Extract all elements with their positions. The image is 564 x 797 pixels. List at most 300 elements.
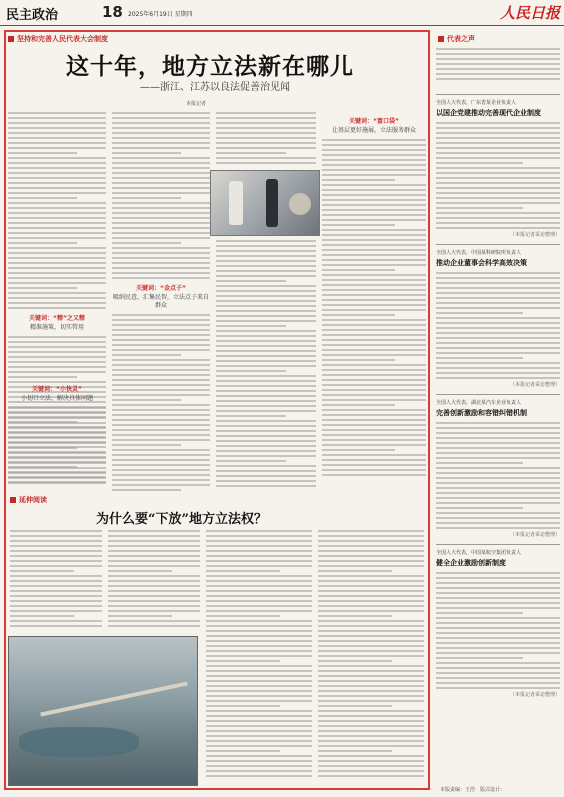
- text-line: [436, 647, 560, 649]
- text-line: [436, 217, 560, 219]
- text-line: [112, 319, 210, 321]
- text-line: [8, 237, 106, 239]
- text-line: [112, 247, 210, 249]
- text-line: [8, 447, 77, 449]
- text-line: [8, 467, 106, 469]
- secondary-topic-label: 延伸阅读: [10, 495, 47, 505]
- text-line: [436, 622, 560, 624]
- text-line: [216, 360, 316, 362]
- text-line: [322, 349, 426, 351]
- text-line: [436, 607, 560, 609]
- text-line: [112, 262, 210, 264]
- text-line: [8, 257, 106, 259]
- text-line: [112, 197, 181, 199]
- text-line: [206, 625, 312, 627]
- text-line: [206, 730, 312, 732]
- text-line: [112, 172, 210, 174]
- text-line: [8, 202, 106, 204]
- text-line: [322, 244, 426, 246]
- text-line: [322, 454, 426, 456]
- text-line: [112, 272, 210, 274]
- text-line: [112, 384, 210, 386]
- text-line: [436, 642, 560, 644]
- text-line: [10, 590, 102, 592]
- text-line: [112, 364, 210, 366]
- text-line: [322, 304, 426, 306]
- text-line: [436, 48, 560, 50]
- text-line: [8, 187, 106, 189]
- text-line: [322, 189, 426, 191]
- text-line: [318, 655, 424, 657]
- text-line: [436, 627, 560, 629]
- text-line: [318, 630, 424, 632]
- text-line: [318, 765, 424, 767]
- text-line: [206, 565, 312, 567]
- text-line: [322, 284, 426, 286]
- text-line: [322, 289, 426, 291]
- text-line: [436, 422, 560, 424]
- text-line: [8, 412, 106, 414]
- text-line: [216, 147, 316, 149]
- text-line: [112, 137, 210, 139]
- text-line: [206, 635, 312, 637]
- text-line: [216, 152, 286, 154]
- main-topic-label: 坚持和完善人民代表大会制度: [8, 34, 108, 44]
- text-line: [436, 312, 523, 314]
- text-line: [436, 277, 560, 279]
- text-line: [206, 530, 312, 532]
- text-line: [8, 212, 106, 214]
- text-line: [436, 177, 560, 179]
- text-line: [216, 320, 316, 322]
- text-line: [322, 319, 426, 321]
- legislative-meeting-photo: [210, 170, 320, 236]
- text-line: [322, 344, 426, 346]
- sidebar-item-2: 全国人大代表，中国某科研院所负责人 推动企业董事会科学高效决策 （本报记者采访整理）: [436, 250, 560, 388]
- text-line: [112, 439, 210, 441]
- topic-square-icon: [8, 36, 14, 42]
- text-line: [216, 390, 316, 392]
- text-line: [322, 174, 426, 176]
- text-line: [8, 407, 106, 409]
- text-line: [318, 545, 424, 547]
- text-line: [206, 605, 312, 607]
- text-line: [322, 234, 426, 236]
- text-line: [322, 224, 395, 226]
- text-line: [112, 334, 210, 336]
- text-line: [216, 410, 316, 412]
- text-line: [206, 600, 312, 602]
- text-line: [322, 264, 426, 266]
- text-line: [436, 497, 560, 499]
- text-line: [318, 610, 424, 612]
- text-line: [8, 137, 106, 139]
- text-line: [206, 775, 312, 777]
- text-line: [108, 560, 200, 562]
- sidebar-title: 代表之声: [438, 34, 560, 44]
- text-line: [206, 770, 312, 772]
- text-line: [112, 354, 181, 356]
- secondary-column-3: [206, 530, 312, 784]
- text-line: [206, 630, 312, 632]
- article-column-2: [112, 112, 210, 492]
- text-line: [436, 637, 560, 639]
- text-line: [322, 179, 395, 181]
- text-line: [322, 199, 426, 201]
- text-line: [108, 590, 200, 592]
- text-line: [108, 625, 200, 627]
- text-line: [10, 530, 102, 532]
- text-line: [112, 147, 210, 149]
- text-line: [322, 339, 426, 341]
- text-line: [436, 512, 560, 514]
- text-line: [112, 369, 210, 371]
- text-line: [10, 610, 102, 612]
- text-line: [436, 377, 560, 379]
- text-line: [322, 269, 395, 271]
- text-line: [112, 404, 210, 406]
- text-line: [112, 267, 210, 269]
- text-line: [216, 290, 316, 292]
- text-line: [436, 327, 560, 329]
- text-line: [112, 202, 210, 204]
- text-line: [322, 279, 426, 281]
- article-column-4: [322, 112, 426, 492]
- text-line: [436, 687, 560, 689]
- text-line: [436, 342, 560, 344]
- text-line: [436, 527, 560, 529]
- text-line: [216, 370, 286, 372]
- text-line: [206, 540, 312, 542]
- text-line: [112, 349, 210, 351]
- text-line: [8, 351, 106, 353]
- text-line: [436, 53, 560, 55]
- sidebar-item-4: 全国人大代表，中国某航空集团负责人 健全企业激励创新制度 （本报记者采访整理）: [436, 550, 560, 698]
- text-line: [436, 447, 560, 449]
- text-line: [8, 177, 106, 179]
- text-line: [8, 267, 106, 269]
- text-line: [8, 142, 106, 144]
- sidebar-item-1: 全国人大代表，广东省某企业负责人 以国企党建推动完善现代企业制度 （本报记者采访整理）: [436, 100, 560, 238]
- text-line: [206, 610, 312, 612]
- text-line: [8, 247, 106, 249]
- text-line: [318, 565, 424, 567]
- box-heading-1: 关键词：“精”之又精: [29, 315, 85, 322]
- text-line: [206, 700, 312, 702]
- text-line: [216, 420, 316, 422]
- text-line: [216, 430, 316, 432]
- text-line: [206, 550, 312, 552]
- text-line: [8, 477, 106, 479]
- text-line: [436, 572, 560, 574]
- text-line: [112, 222, 210, 224]
- text-line: [206, 660, 280, 662]
- text-line: [322, 309, 426, 311]
- text-line: [216, 275, 316, 277]
- text-line: [8, 182, 106, 184]
- text-line: [322, 434, 426, 436]
- text-line: [112, 177, 210, 179]
- text-line: [8, 437, 106, 439]
- text-line: [322, 164, 426, 166]
- article-column-3-bottom: [216, 240, 316, 492]
- text-line: [112, 419, 210, 421]
- text-line: [322, 379, 426, 381]
- text-line: [436, 367, 560, 369]
- text-line: [318, 760, 424, 762]
- text-line: [436, 347, 560, 349]
- text-line: [436, 472, 560, 474]
- text-line: [10, 535, 102, 537]
- text-line: [436, 207, 523, 209]
- text-line: [318, 670, 424, 672]
- text-line: [216, 365, 316, 367]
- text-line: [112, 409, 210, 411]
- text-line: [206, 695, 312, 697]
- text-line: [436, 517, 560, 519]
- text-line: [322, 314, 395, 316]
- text-line: [322, 329, 426, 331]
- text-line: [318, 710, 424, 712]
- text-line: [436, 462, 523, 464]
- text-line: [206, 655, 312, 657]
- sidebar-item-3: 全国人大代表，湖北某汽车企业负责人 完善创新激励和容错纠错机制 （本报记者采访整理）: [436, 400, 560, 538]
- text-line: [112, 329, 210, 331]
- text-line: [436, 617, 560, 619]
- text-line: [436, 282, 560, 284]
- text-line: [8, 117, 106, 119]
- issue-date: 2025年6月19日 星期四: [128, 11, 193, 18]
- text-line: [318, 635, 424, 637]
- text-line: [322, 419, 426, 421]
- text-line: [436, 337, 560, 339]
- text-line: [216, 330, 316, 332]
- text-line: [108, 610, 200, 612]
- text-line: [318, 690, 424, 692]
- text-line: [216, 112, 316, 114]
- text-line: [10, 615, 74, 617]
- text-line: [206, 725, 312, 727]
- article-column-1-lower: [8, 380, 106, 490]
- text-line: [216, 142, 316, 144]
- text-line: [436, 197, 560, 199]
- text-line: [436, 222, 560, 224]
- text-line: [112, 167, 210, 169]
- text-line: [318, 650, 424, 652]
- text-line: [318, 675, 424, 677]
- text-line: [436, 142, 560, 144]
- text-line: [322, 464, 426, 466]
- text-line: [318, 645, 424, 647]
- text-line: [436, 317, 560, 319]
- text-line: [112, 152, 181, 154]
- text-line: [108, 620, 200, 622]
- text-line: [216, 345, 316, 347]
- text-line: [112, 117, 210, 119]
- text-line: [436, 307, 560, 309]
- text-line: [112, 227, 210, 229]
- text-line: [436, 592, 560, 594]
- text-line: [206, 645, 312, 647]
- text-line: [10, 625, 102, 627]
- main-headline: 这十年，地方立法新在哪儿: [66, 53, 354, 80]
- text-line: [436, 507, 523, 509]
- text-line: [216, 340, 316, 342]
- text-line: [436, 162, 523, 164]
- text-line: [322, 424, 426, 426]
- text-line: [318, 625, 424, 627]
- text-line: [318, 725, 424, 727]
- text-line: [436, 302, 560, 304]
- text-line: [112, 444, 181, 446]
- text-line: [8, 356, 106, 358]
- text-line: [112, 217, 210, 219]
- text-line: [322, 274, 426, 276]
- text-line: [436, 58, 560, 60]
- text-line: [318, 665, 424, 667]
- text-line: [216, 400, 316, 402]
- text-line: [318, 535, 424, 537]
- text-line: [318, 600, 424, 602]
- text-line: [8, 207, 106, 209]
- text-line: [206, 665, 312, 667]
- text-line: [436, 212, 560, 214]
- text-line: [206, 710, 312, 712]
- text-line: [322, 469, 426, 471]
- text-line: [108, 600, 200, 602]
- text-line: [436, 292, 560, 294]
- page-header: [0, 0, 564, 26]
- text-line: [216, 435, 316, 437]
- text-line: [10, 550, 102, 552]
- text-line: [8, 122, 106, 124]
- text-line: [436, 582, 560, 584]
- text-line: [8, 127, 106, 129]
- text-line: [322, 169, 426, 171]
- box-subheading-2: 吸纳民意，汇集民智，立法点子来自群众: [112, 294, 209, 309]
- text-line: [112, 414, 210, 416]
- text-line: [322, 374, 426, 376]
- text-line: [108, 530, 200, 532]
- text-line: [436, 437, 560, 439]
- text-line: [206, 740, 312, 742]
- text-line: [206, 750, 280, 752]
- text-line: [112, 464, 210, 466]
- box-heading-4: 关键词：“小快灵”: [32, 386, 82, 393]
- text-line: [206, 595, 312, 597]
- text-line: [436, 682, 560, 684]
- text-line: [322, 249, 426, 251]
- text-line: [436, 182, 560, 184]
- text-line: [318, 580, 424, 582]
- text-line: [436, 332, 560, 334]
- article-column-3-top: [216, 112, 316, 168]
- text-line: [10, 580, 102, 582]
- text-line: [206, 735, 312, 737]
- text-line: [322, 364, 426, 366]
- text-line: [322, 384, 426, 386]
- text-line: [436, 677, 560, 679]
- text-line: [10, 585, 102, 587]
- text-line: [216, 260, 316, 262]
- text-line: [318, 730, 424, 732]
- text-line: [8, 172, 106, 174]
- text-line: [108, 595, 200, 597]
- text-line: [322, 409, 426, 411]
- text-line: [8, 167, 106, 169]
- text-line: [318, 640, 424, 642]
- text-line: [112, 182, 210, 184]
- secondary-headline: 为什么要“下放”地方立法权？: [96, 512, 267, 527]
- text-line: [436, 73, 560, 75]
- text-line: [8, 442, 106, 444]
- text-line: [108, 575, 200, 577]
- text-line: [436, 667, 560, 669]
- text-line: [318, 540, 424, 542]
- text-line: [108, 615, 172, 617]
- text-line: [322, 394, 426, 396]
- text-line: [318, 575, 424, 577]
- text-line: [112, 449, 210, 451]
- text-line: [206, 685, 312, 687]
- text-line: [112, 484, 210, 486]
- text-line: [112, 459, 210, 461]
- text-line: [322, 254, 426, 256]
- text-line: [206, 670, 312, 672]
- text-line: [112, 434, 210, 436]
- text-line: [322, 354, 426, 356]
- text-line: [216, 132, 316, 134]
- text-line: [318, 705, 392, 707]
- text-line: [8, 307, 106, 309]
- text-line: [436, 522, 560, 524]
- text-line: [322, 369, 426, 371]
- text-line: [216, 285, 316, 287]
- text-line: [318, 680, 424, 682]
- text-line: [8, 132, 106, 134]
- text-line: [318, 570, 392, 572]
- text-line: [436, 652, 560, 654]
- text-line: [8, 462, 106, 464]
- text-line: [322, 184, 426, 186]
- text-line: [112, 122, 210, 124]
- sidebar-item-title: 推动企业董事会科学高效决策: [436, 259, 527, 267]
- secondary-column-1: [10, 530, 102, 630]
- text-line: [436, 122, 560, 124]
- text-line: [216, 445, 316, 447]
- text-line: [216, 295, 316, 297]
- text-line: [322, 389, 426, 391]
- box-subheading-3: 让基层更好施展，立法服务群众: [331, 127, 416, 134]
- text-line: [436, 577, 560, 579]
- text-line: [206, 720, 312, 722]
- text-line: [8, 222, 106, 224]
- text-line: [8, 417, 106, 419]
- text-line: [216, 415, 286, 417]
- text-line: [112, 474, 210, 476]
- text-line: [108, 585, 200, 587]
- text-line: [318, 775, 424, 777]
- text-line: [108, 545, 200, 547]
- text-line: [322, 359, 395, 361]
- page-footer: 本版责编：王浩 版式设计：: [440, 787, 506, 793]
- text-line: [206, 675, 312, 677]
- text-line: [206, 680, 312, 682]
- text-line: [10, 560, 102, 562]
- text-line: [206, 545, 312, 547]
- text-line: [216, 255, 316, 257]
- text-line: [206, 560, 312, 562]
